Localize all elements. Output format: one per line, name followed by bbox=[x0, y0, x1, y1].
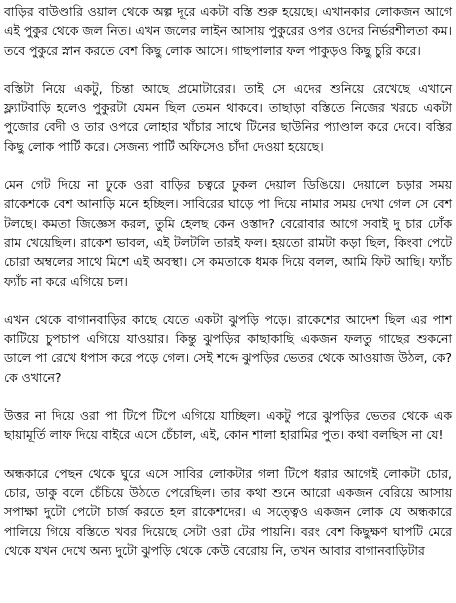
paragraph-6: অন্ধকারে পেছন থেকে ঘুরে এসে সাবির লোকটার গলা টিপে ধরার আগেই লোকটা চোর, চোর, ডাকু বলে চেঁচিয়ে উঠতে পেরেছিল। তার কথা শুনে আরো একজন বেরিয়ে আসায় সপাক্ষা দুটো পেটো চার্জ করতে হল রাকেশদের। এ সত্ত্বেও একজন লোক যে অন্ধকারে পালিয়ে গিয়ে বস্তিতে খবর দিয়েছে সেটা ওরা টের পায়নি। বরং বেশ কিছুক্ষণ ঘাপটি মেরে থেকে যখন দেখে অন্য দুটো ঝুপড়ি থেকে কেউ বেরোয় নি, তখন আবার বাগানবাড়িটার bbox=[4, 465, 452, 558]
paragraph-1: বাড়ির বাউণ্ডারি ওয়াল থেকে অল্প দূরে একটা বস্তি শুরু হয়েছে। এখানকার লোকজন আগে এই পুকুর থেকে জল নিত। এখন জলের লাইন আসায় পুকুরের ওপর ওদের নির্ভরশীলতা কম। তবে পুকুরে স্নান করতে বেশ কিছু লোক আসে। গাছপালার ফল পাকুড়ও কিছু চুরি করে। bbox=[4, 4, 452, 58]
paragraph-5: উত্তর না দিয়ে ওরা পা টিপে টিপে এগিয়ে যাচ্ছিল। একটু পরে ঝুপড়ির ভেতর থেকে এক ছায়ামূর্তি লাফ দিয়ে বাইরে এসে চেঁচাল, এই, কোন শালা হারামির পুত। কথা বলছিস না যে! bbox=[4, 408, 452, 443]
paragraph-3: মেন গেট দিয়ে না ঢুকে ওরা বাড়ির চত্বরে ঢুকল দেয়াল ডিঙিয়ে। দেয়ালে চড়ার সময় রাকেশকে বেশ আনাড়ি মনে হচ্ছিল। সাবিরের ঘাড়ে পা দিয়ে নামার সময় দেখা গেল সে বেশ টলছে। কমতা জিজ্ঞেস করল, তুমি হেলছ কেন ওস্তাদ? বেরোবার আগে সবাই দু চার ঢোঁক রাম খেয়েছিল। রাকেশ ভাবল, এই টলটলি তারই ফল। হয়তো রামটা কড়া ছিল, কিংবা পেটে চোরা অম্বলের সাথে মিশে এই অবস্থা। সে কমতাকে ধমক দিয়ে বলল, আমি ফিট আছি। ফ্যাঁচ ফ্যাঁচ না করে এগিয়ে চল। bbox=[4, 177, 452, 289]
paragraph-2: বস্তিটা নিয়ে একটু, চিন্তা আছে প্রমোটারের। তাই সে এদের শুনিয়ে রেখেছে এখানে ফ্ল্যাটবাড়ি হলেও পুকুরটা যেমন ছিল তেমন থাকবে। তাছাড়া বস্তিতে নিজের খরচে একটা পুজোর বেদী ও তার ওপরে লোহার খাঁচার সাথে টিনের ছাউনির প্যাণ্ডাল করে দেবে। বস্তির কিছু লোক পার্টি করে। সেজন্য পার্টি অফিসেও চাঁদা দেওয়া হয়েছে। bbox=[4, 80, 452, 154]
paragraph-4: এখন থেকে বাগানবাড়ির কাছে যেতে একটা ঝুপড়ি পড়ে। রাকেশের আদেশ ছিল এর পাশ কাটিয়ে চুপচাপ এগিয়ে যাওয়ার। কিন্তু ঝুপড়ির কাছাকাছি একজন ফলতু গাছের শুকনো ডালে পা রেখে ধপাস করে পড়ে গেল। সেই শব্দে ঝুপড়ির ভেতর থেকে আওয়াজ উঠল, কে? কে ওখানে? bbox=[4, 311, 452, 385]
